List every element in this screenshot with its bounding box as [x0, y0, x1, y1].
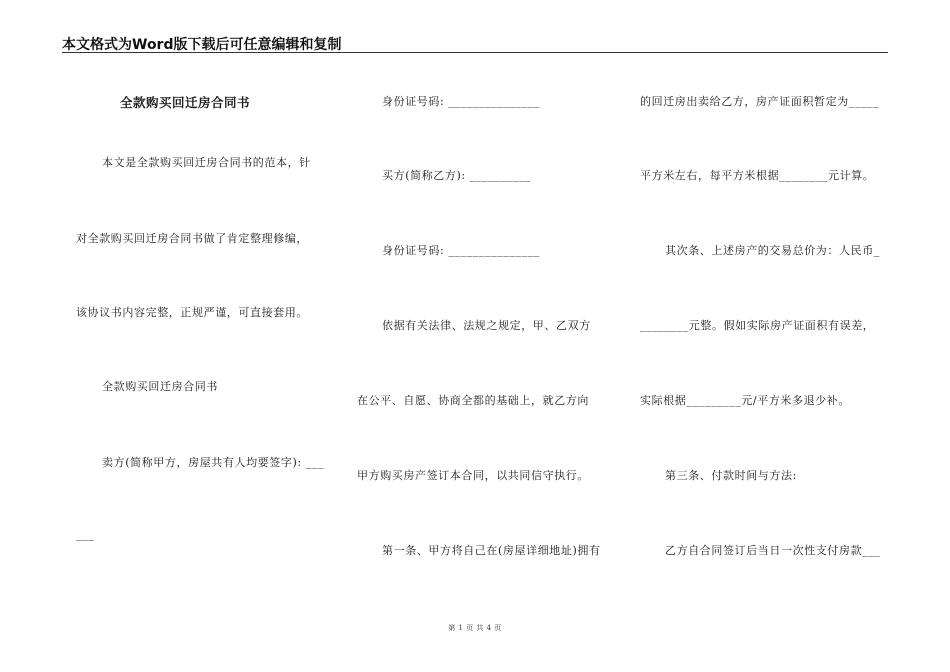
- text-line: 平方米左右，每平方米根据________元计算。: [640, 169, 875, 182]
- text-line: 本文是全款购买回迁房合同书的范本，针: [102, 156, 311, 169]
- header-divider: [62, 52, 888, 53]
- text-line: 乙方自合同签订后当日一次性支付房款___: [665, 544, 881, 557]
- text-line: 甲方购买房产签订本合同，以共同信守执行。: [357, 469, 589, 482]
- text-line: 身份证号码: _______________: [382, 244, 540, 257]
- text-line: 其次条、上述房产的交易总价为：人民币_: [665, 244, 880, 257]
- text-line: 第一条、甲方将自己在(房屋详细地址)拥有: [382, 544, 601, 557]
- text-line: 的回迁房出卖给乙方，房产证面积暂定为_____: [640, 95, 880, 108]
- text-line: 该协议书内容完整，正规严谨，可直接套用。: [76, 306, 308, 319]
- document-banner: 本文格式为Word版下载后可任意编辑和复制: [62, 37, 342, 53]
- document-title: 全款购买回迁房合同书: [120, 95, 251, 110]
- text-line: 身份证号码: _______________: [382, 95, 540, 108]
- page-number: 第 1 页 共 4 页: [448, 624, 502, 632]
- text-line: 实际根据_________元/平方米多退少补。: [640, 394, 851, 407]
- text-line: 在公平、自愿、协商全都的基础上，就乙方向: [357, 394, 589, 407]
- text-line: 对全款购买回迁房合同书做了肯定整理修编，: [76, 232, 308, 245]
- text-line: 卖方(简称甲方，房屋共有人均要签字): ___: [102, 456, 325, 469]
- text-line: 第三条、付款时间与方法:: [665, 469, 797, 482]
- text-line: 买方(简称乙方): __________: [382, 169, 531, 182]
- text-line: 全款购买回迁房合同书: [102, 380, 218, 393]
- text-line: 依据有关法律、法规之规定，甲、乙双方: [382, 319, 591, 332]
- text-line: ___: [76, 528, 95, 541]
- text-line: ________元整。假如实际房产证面积有误差，: [640, 319, 875, 332]
